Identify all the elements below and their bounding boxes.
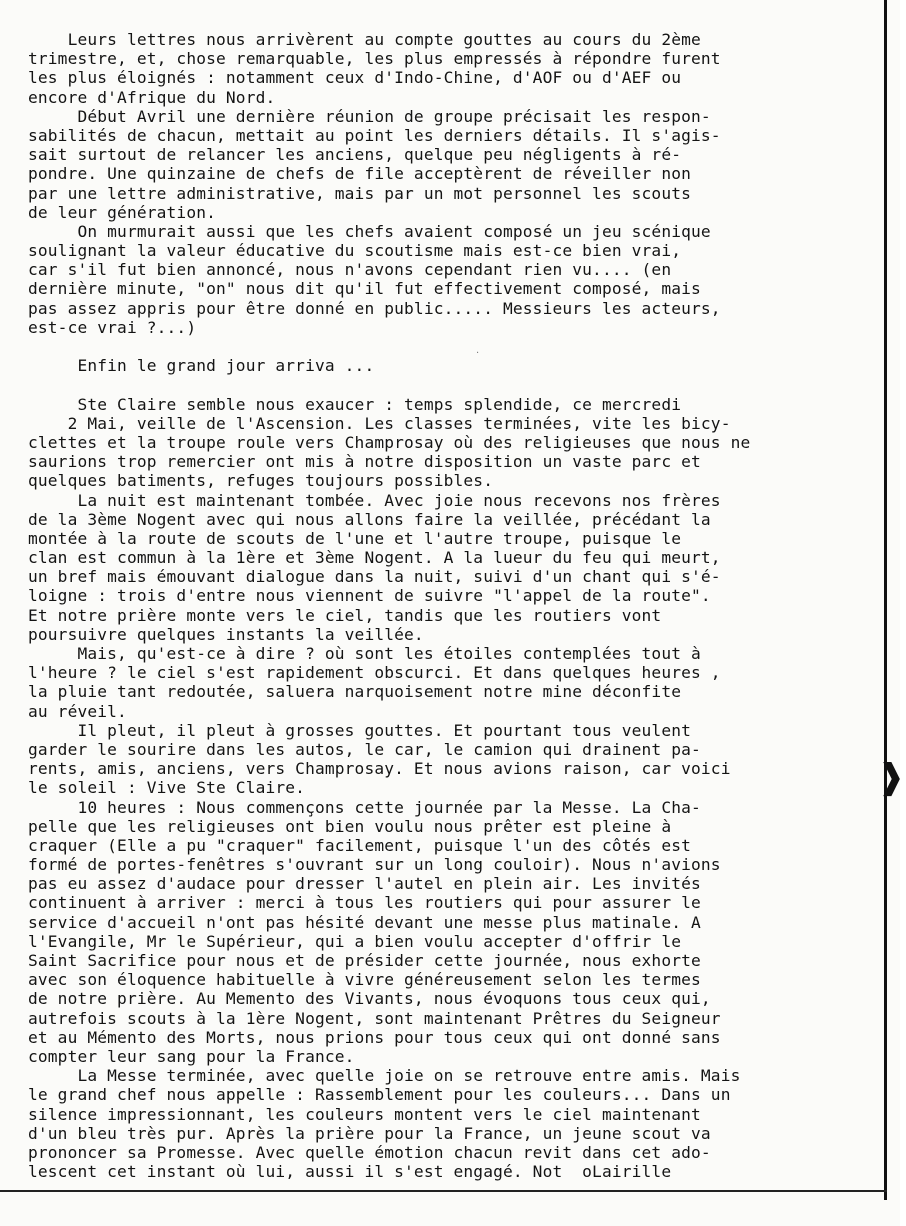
text-line: 10 heures : Nous commençons cette journée par la Messe. La Cha- bbox=[28, 797, 701, 817]
text-line: 2 Mai, veille de l'Ascension. Les classes terminées, vite les bicy- bbox=[28, 413, 731, 433]
text-line: dernière minute, "on" nous dit qu'il fut effectivement composé, mais bbox=[28, 279, 701, 299]
text-line: soulignant la valeur éducative du scoutisme mais est-ce bien vrai, bbox=[28, 241, 682, 261]
text-line: sabilités de chacun, mettait au point les derniers détails. Il s'agis- bbox=[28, 125, 721, 145]
text-line: de notre prière. Au Memento des Vivants, nous évoquons tous ceux qui, bbox=[28, 989, 711, 1009]
text-line: prononcer sa Promesse. Avec quelle émotion chacun revit dans cet ado- bbox=[28, 1142, 711, 1162]
text-line: Et notre prière monte vers le ciel, tandis que les routiers vont bbox=[28, 605, 662, 625]
text-line: Leurs lettres nous arrivèrent au compte gouttes au cours du 2ème bbox=[28, 30, 701, 49]
text-line: Il pleut, il pleut à grosses gouttes. Et pourtant tous veulent bbox=[28, 720, 692, 740]
blank-line bbox=[28, 337, 878, 356]
text-line: continuent à arriver : merci à tous les routiers qui pour assurer le bbox=[28, 893, 701, 913]
text-line: silence impressionnant, les couleurs montent vers le ciel maintenant bbox=[28, 1104, 701, 1124]
text-line: l'heure ? le ciel s'est rapidement obscurci. Et dans quelques heures , bbox=[28, 663, 721, 683]
text-line: Enfin le grand jour arriva ... bbox=[28, 356, 375, 376]
text-line: rents, amis, anciens, vers Champrosay. Et nous avions raison, car voici bbox=[28, 759, 731, 779]
text-line: formé de portes-fenêtres s'ouvrant sur un long couloir). Nous n'avions bbox=[28, 855, 721, 875]
text-line: poursuivre quelques instants la veillée. bbox=[28, 624, 424, 644]
text-line: montée à la route de scouts de l'une et l'autre troupe, puisque le bbox=[28, 528, 682, 548]
text-line: de la 3ème Nogent avec qui nous allons faire la veillée, précédant la bbox=[28, 509, 711, 529]
blank-line bbox=[28, 375, 878, 394]
text-line: un bref mais émouvant dialogue dans la nuit, suivi d'un chant qui s'é- bbox=[28, 567, 721, 587]
text-line: trimestre, et, chose remarquable, les plus empressés à répondre furent bbox=[28, 49, 721, 69]
text-line: Ste Claire semble nous exaucer : temps splendide, ce mercredi bbox=[28, 394, 682, 414]
text-line: est-ce vrai ?...) bbox=[28, 317, 197, 337]
text-line: loigne : trois d'entre nous viennent de suivre "l'appel de la route". bbox=[28, 586, 711, 606]
text-line: au réveil. bbox=[28, 701, 127, 721]
typewritten-text-body bbox=[28, 30, 878, 1181]
text-line: le soleil : Vive Ste Claire. bbox=[28, 778, 306, 798]
text-line: clettes et la troupe roule vers Champrosay où des religieuses que nous ne bbox=[28, 432, 751, 452]
text-line: Saint Sacrifice pour nous et de présider cette journée, nous exhorte bbox=[28, 951, 701, 970]
text-line: le grand chef nous appelle : Rassemblement pour les couleurs... Dans un bbox=[28, 1085, 731, 1105]
text-line: de leur génération. bbox=[28, 202, 217, 222]
ink-speck: ‧ bbox=[476, 348, 480, 359]
text-line: quelques batiments, refuges toujours possibles. bbox=[28, 471, 494, 491]
text-line: car s'il fut bien annoncé, nous n'avons cependant rien vu.... (en bbox=[28, 260, 672, 280]
text-line: avec son éloquence habituelle à vivre généreusement selon les termes bbox=[28, 970, 701, 990]
text-line: par une lettre administrative, mais par un mot personnel les scouts bbox=[28, 183, 692, 203]
text-line: clan est commun à la 1ère et 3ème Nogent. A la lueur du feu qui meurt, bbox=[28, 548, 721, 568]
page-edge-shadow-right bbox=[884, 0, 887, 1200]
text-line: et au Mémento des Morts, nous prions pour tous ceux qui ont donné sans bbox=[28, 1027, 721, 1047]
text-line: pas assez appris pour être donné en public..... Messieurs les acteurs, bbox=[28, 298, 721, 318]
text-line: Début Avril une dernière réunion de groupe précisait les respon- bbox=[28, 106, 711, 126]
text-line: La nuit est maintenant tombée. Avec joie nous recevons nos frères bbox=[28, 490, 721, 510]
text-line: La Messe terminée, avec quelle joie on se retrouve entre amis. Mais bbox=[28, 1066, 741, 1086]
page-edge-shadow-bottom bbox=[0, 1190, 887, 1192]
text-line: garder le sourire dans les autos, le car, le camion qui drainent pa- bbox=[28, 739, 701, 759]
text-line: autrefois scouts à la 1ère Nogent, sont maintenant Prêtres du Seigneur bbox=[28, 1008, 721, 1028]
text-line: saurions trop remercier ont mis à notre disposition un vaste parc et bbox=[28, 452, 701, 472]
text-line: On murmurait aussi que les chefs avaient composé un jeu scénique bbox=[28, 221, 711, 241]
text-line: sait surtout de relancer les anciens, quelque peu négligents à ré- bbox=[28, 145, 682, 165]
text-line: encore d'Afrique du Nord. bbox=[28, 87, 276, 107]
text-line: pelle que les religieuses ont bien voulu nous prêter est pleine à bbox=[28, 816, 672, 836]
text-line: la pluie tant redoutée, saluera narquoisement notre mine déconfite bbox=[28, 682, 682, 702]
text-line: pas eu assez d'audace pour dresser l'autel en plein air. Les invités bbox=[28, 874, 701, 894]
text-line: service d'accueil n'ont pas hésité devant une messe plus matinale. A bbox=[28, 912, 701, 932]
text-line: compter leur sang pour la France. bbox=[28, 1046, 355, 1066]
text-line: pondre. Une quinzaine de chefs de file acceptèrent de réveiller non bbox=[28, 164, 692, 184]
text-line: d'un bleu très pur. Après la prière pour la France, un jeune scout va bbox=[28, 1123, 711, 1143]
text-line: l'Evangile, Mr le Supérieur, qui a bien voulu accepter d'offrir le bbox=[28, 931, 682, 951]
text-line: craquer (Elle a pu "craquer" facilement, puisque l'un des côtés est bbox=[28, 835, 692, 855]
text-line: les plus éloignés : notamment ceux d'Indo-Chine, d'AOF ou d'AEF ou bbox=[28, 68, 682, 88]
text-line: lescent cet instant où lui, aussi il s'est engagé. Not oLairille bbox=[28, 1162, 672, 1182]
margin-ink-mark: ❱ bbox=[877, 757, 906, 797]
text-line: Mais, qu'est-ce à dire ? où sont les étoiles contemplées tout à bbox=[28, 644, 701, 663]
